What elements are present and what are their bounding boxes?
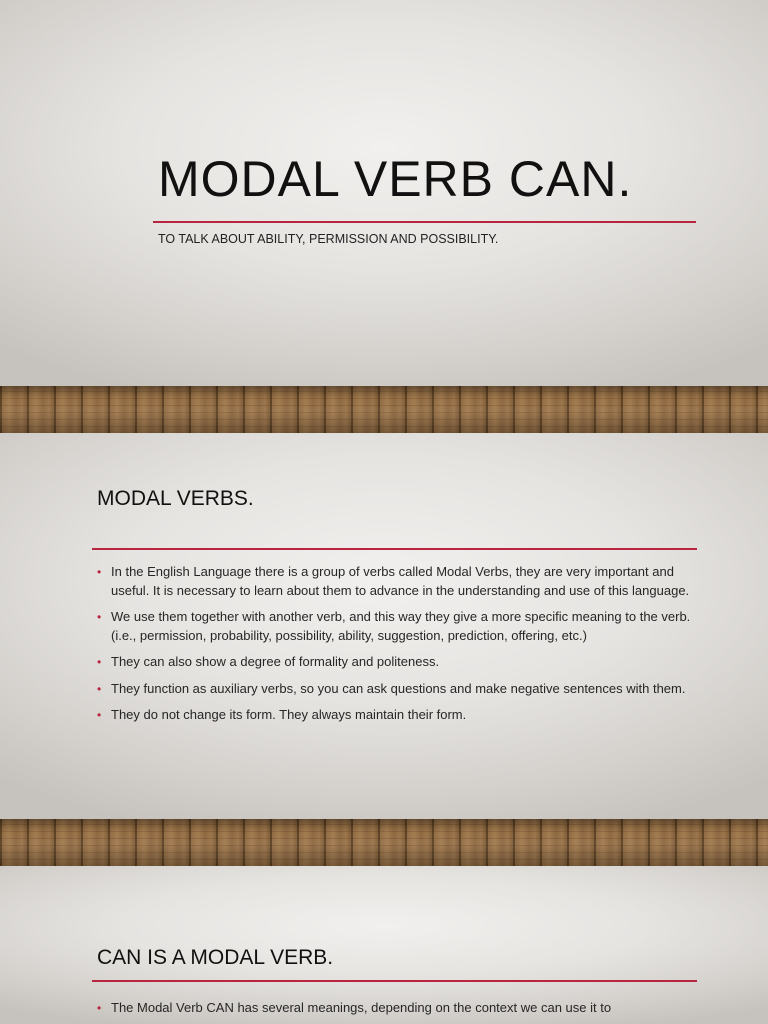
bullet-icon: • bbox=[97, 708, 102, 722]
bullet-icon: • bbox=[97, 1001, 102, 1015]
wood-floor-divider bbox=[0, 386, 768, 433]
can-modal-verb-slide bbox=[0, 866, 768, 1024]
bullet-text: We use them together with another verb, and this way they give a more specific meaning to the verb. (i.e., permission, probability, possibility, ability, suggestion, prediction, offering, etc.) bbox=[111, 609, 691, 643]
title-slide bbox=[0, 0, 768, 386]
bullet-icon: • bbox=[97, 565, 102, 579]
bullet-text: They can also show a degree of formality and politeness. bbox=[111, 654, 440, 669]
section-heading: MODAL VERBS. bbox=[97, 487, 254, 510]
slide-title: MODAL VERB CAN. bbox=[158, 151, 633, 207]
bullet-text: They do not change its form. They always maintain their form. bbox=[111, 707, 467, 722]
section-heading: CAN IS A MODAL VERB. bbox=[97, 946, 334, 969]
bullet-item bbox=[97, 706, 697, 725]
bullet-list bbox=[97, 563, 697, 733]
bullet-item bbox=[97, 680, 697, 699]
bullet-item bbox=[97, 999, 697, 1018]
modal-verbs-slide bbox=[0, 433, 768, 819]
heading-divider bbox=[92, 548, 697, 550]
bullet-list bbox=[97, 999, 697, 1024]
bullet-text: The Modal Verb CAN has several meanings, depending on the context we can use it to bbox=[111, 1000, 612, 1015]
bullet-icon: • bbox=[97, 655, 102, 669]
bullet-text: They function as auxiliary verbs, so you can ask questions and make negative sentences with them. bbox=[111, 680, 686, 696]
slide-subtitle: TO TALK ABOUT ABILITY, PERMISSION AND POSSIBILITY. bbox=[158, 232, 499, 246]
title-divider bbox=[153, 221, 696, 223]
bullet-item bbox=[97, 563, 697, 600]
heading-divider bbox=[92, 980, 697, 982]
wood-floor-divider bbox=[0, 819, 768, 866]
bullet-icon: • bbox=[97, 610, 102, 624]
bullet-text: In the English Language there is a group of verbs called Modal Verbs, they are very important and useful. It is necessary to learn about them to advance in the understanding and use of this language. bbox=[111, 564, 690, 598]
bullet-item bbox=[97, 653, 697, 672]
bullet-icon: • bbox=[97, 681, 102, 696]
bullet-item bbox=[97, 608, 697, 645]
